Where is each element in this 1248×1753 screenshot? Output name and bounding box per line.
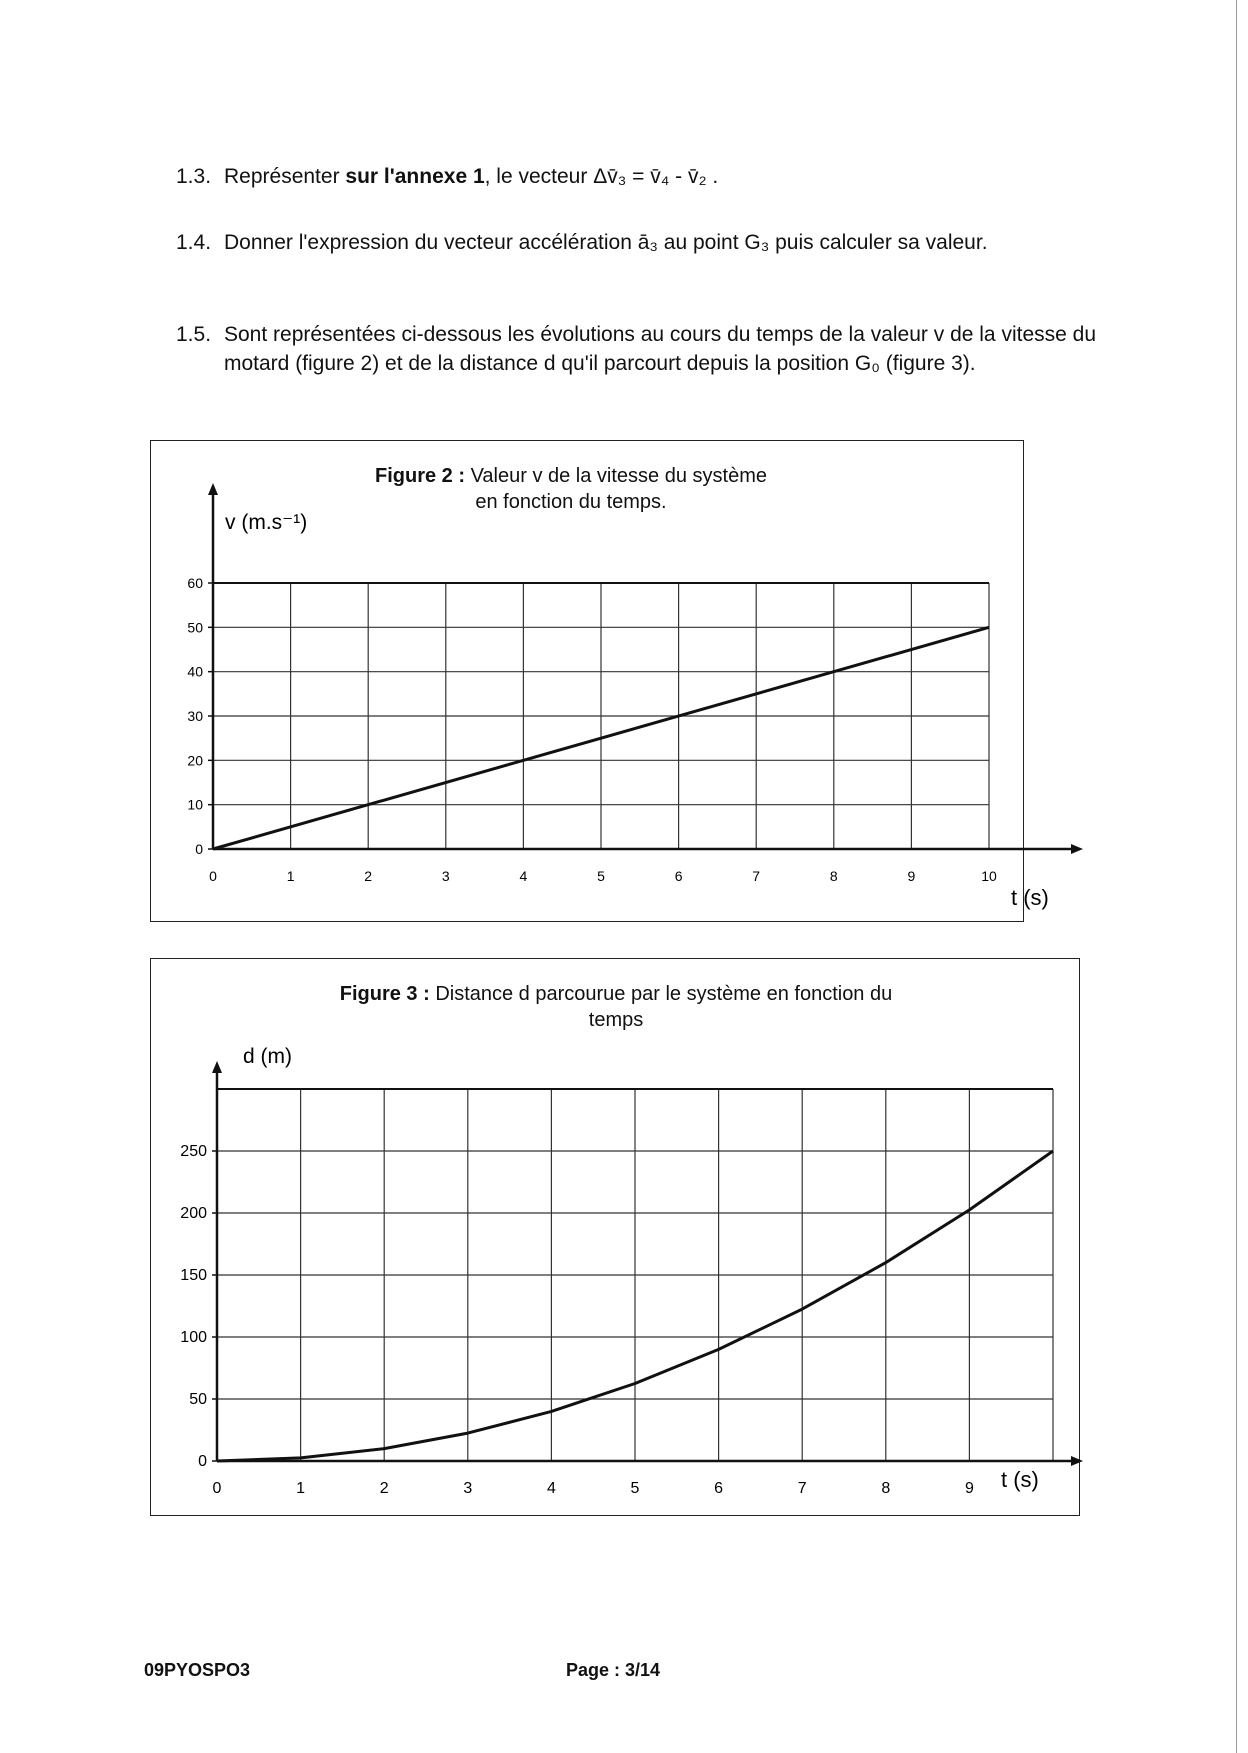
- y-tick-label: 30: [187, 708, 203, 724]
- x-axis-arrow: [1071, 1456, 1083, 1466]
- question-text: , le vecteur: [484, 165, 594, 188]
- y-tick-label: 10: [187, 796, 203, 813]
- x-tick-label: 4: [519, 868, 528, 884]
- x-tick-label: 3: [463, 1480, 473, 1497]
- document-code: 09PYOSPO3: [144, 1660, 251, 1680]
- y-tick-label: 60: [187, 575, 203, 591]
- figure-label: Figure 2 :: [374, 465, 465, 487]
- x-axis-arrow: [1071, 844, 1083, 854]
- x-tick-label: 7: [797, 1480, 807, 1497]
- question-text: Représenter: [224, 165, 346, 188]
- y-tick-label: 20: [187, 752, 203, 769]
- x-tick-label: 0: [209, 868, 217, 884]
- y-axis-label: d (m): [243, 1045, 292, 1068]
- scan-edge: [1236, 0, 1237, 1753]
- figure-title-line: Distance d parcourue par le système en fonction du: [435, 983, 893, 1005]
- y-tick-label: 0: [198, 1453, 207, 1470]
- y-tick-label: 150: [180, 1267, 207, 1284]
- question-1-5: [176, 320, 1096, 378]
- x-tick-label: 1: [286, 868, 295, 884]
- x-tick-label: 0: [212, 1480, 222, 1497]
- y-tick-label: 50: [187, 619, 203, 636]
- figure-3-chart: [151, 959, 1079, 1515]
- y-tick-label: 0: [195, 841, 203, 857]
- question-1-4: [176, 228, 1096, 257]
- figure-title-line: en fonction du temps.: [475, 491, 667, 513]
- question-bold: sur l'annexe 1: [345, 165, 485, 188]
- y-axis-label: v (m.s⁻¹): [225, 511, 308, 534]
- x-tick-label: 7: [752, 868, 761, 884]
- x-axis-label: t (s): [1011, 885, 1049, 910]
- figure-2-frame: [150, 440, 1049, 922]
- figure-label: Figure 3 :: [339, 983, 430, 1005]
- x-tick-label: 3: [441, 868, 450, 884]
- figure-title-line: temps: [588, 1009, 644, 1031]
- y-tick-label: 50: [189, 1391, 207, 1408]
- figure-title-line: Valeur v de la vitesse du système: [470, 465, 767, 487]
- x-tick-label: 10: [981, 868, 997, 884]
- y-axis-arrow: [208, 483, 218, 495]
- x-tick-label: 8: [881, 1480, 891, 1497]
- y-tick-label: 250: [180, 1143, 207, 1160]
- x-tick-label: 9: [964, 1480, 974, 1497]
- y-tick-label: 200: [180, 1205, 207, 1222]
- question-number: 1.5.: [176, 323, 212, 346]
- y-axis-arrow: [212, 1061, 222, 1073]
- question-number: 1.3.: [176, 165, 212, 188]
- x-tick-label: 1: [296, 1480, 306, 1497]
- question-1-3: [176, 162, 1096, 191]
- x-tick-label: 4: [546, 1480, 556, 1497]
- question-number: 1.4.: [176, 231, 212, 254]
- figure-2-chart: [151, 441, 1049, 921]
- x-tick-label: 5: [597, 868, 605, 884]
- x-tick-label: 8: [829, 868, 838, 884]
- x-tick-label: 5: [630, 1480, 640, 1497]
- question-text: Sont représentées ci-dessous les évolutions au cours du temps de la valeur v de la vitesse du motard (figure 2) et de la distance d qu'il parcourt depuis la position G₀ (figure 3).: [224, 323, 1096, 375]
- x-tick-label: 6: [714, 1480, 724, 1497]
- x-tick-label: 6: [674, 868, 683, 884]
- page-number: Page : 3/14: [566, 1660, 661, 1680]
- figure-3-frame: [150, 958, 1080, 1516]
- x-tick-label: 2: [364, 868, 373, 884]
- x-axis-label: t (s): [1001, 1467, 1039, 1492]
- x-tick-label: 9: [907, 868, 916, 884]
- question-text: Donner l'expression du vecteur accélération ā₃ au point G₃ puis calculer sa valeur.: [224, 231, 988, 254]
- x-tick-label: 2: [379, 1480, 389, 1497]
- y-tick-label: 40: [187, 663, 203, 680]
- y-tick-label: 100: [180, 1329, 207, 1346]
- vector-formula: Δv̄₃ = v̄₄ - v̄₂ .: [593, 165, 719, 188]
